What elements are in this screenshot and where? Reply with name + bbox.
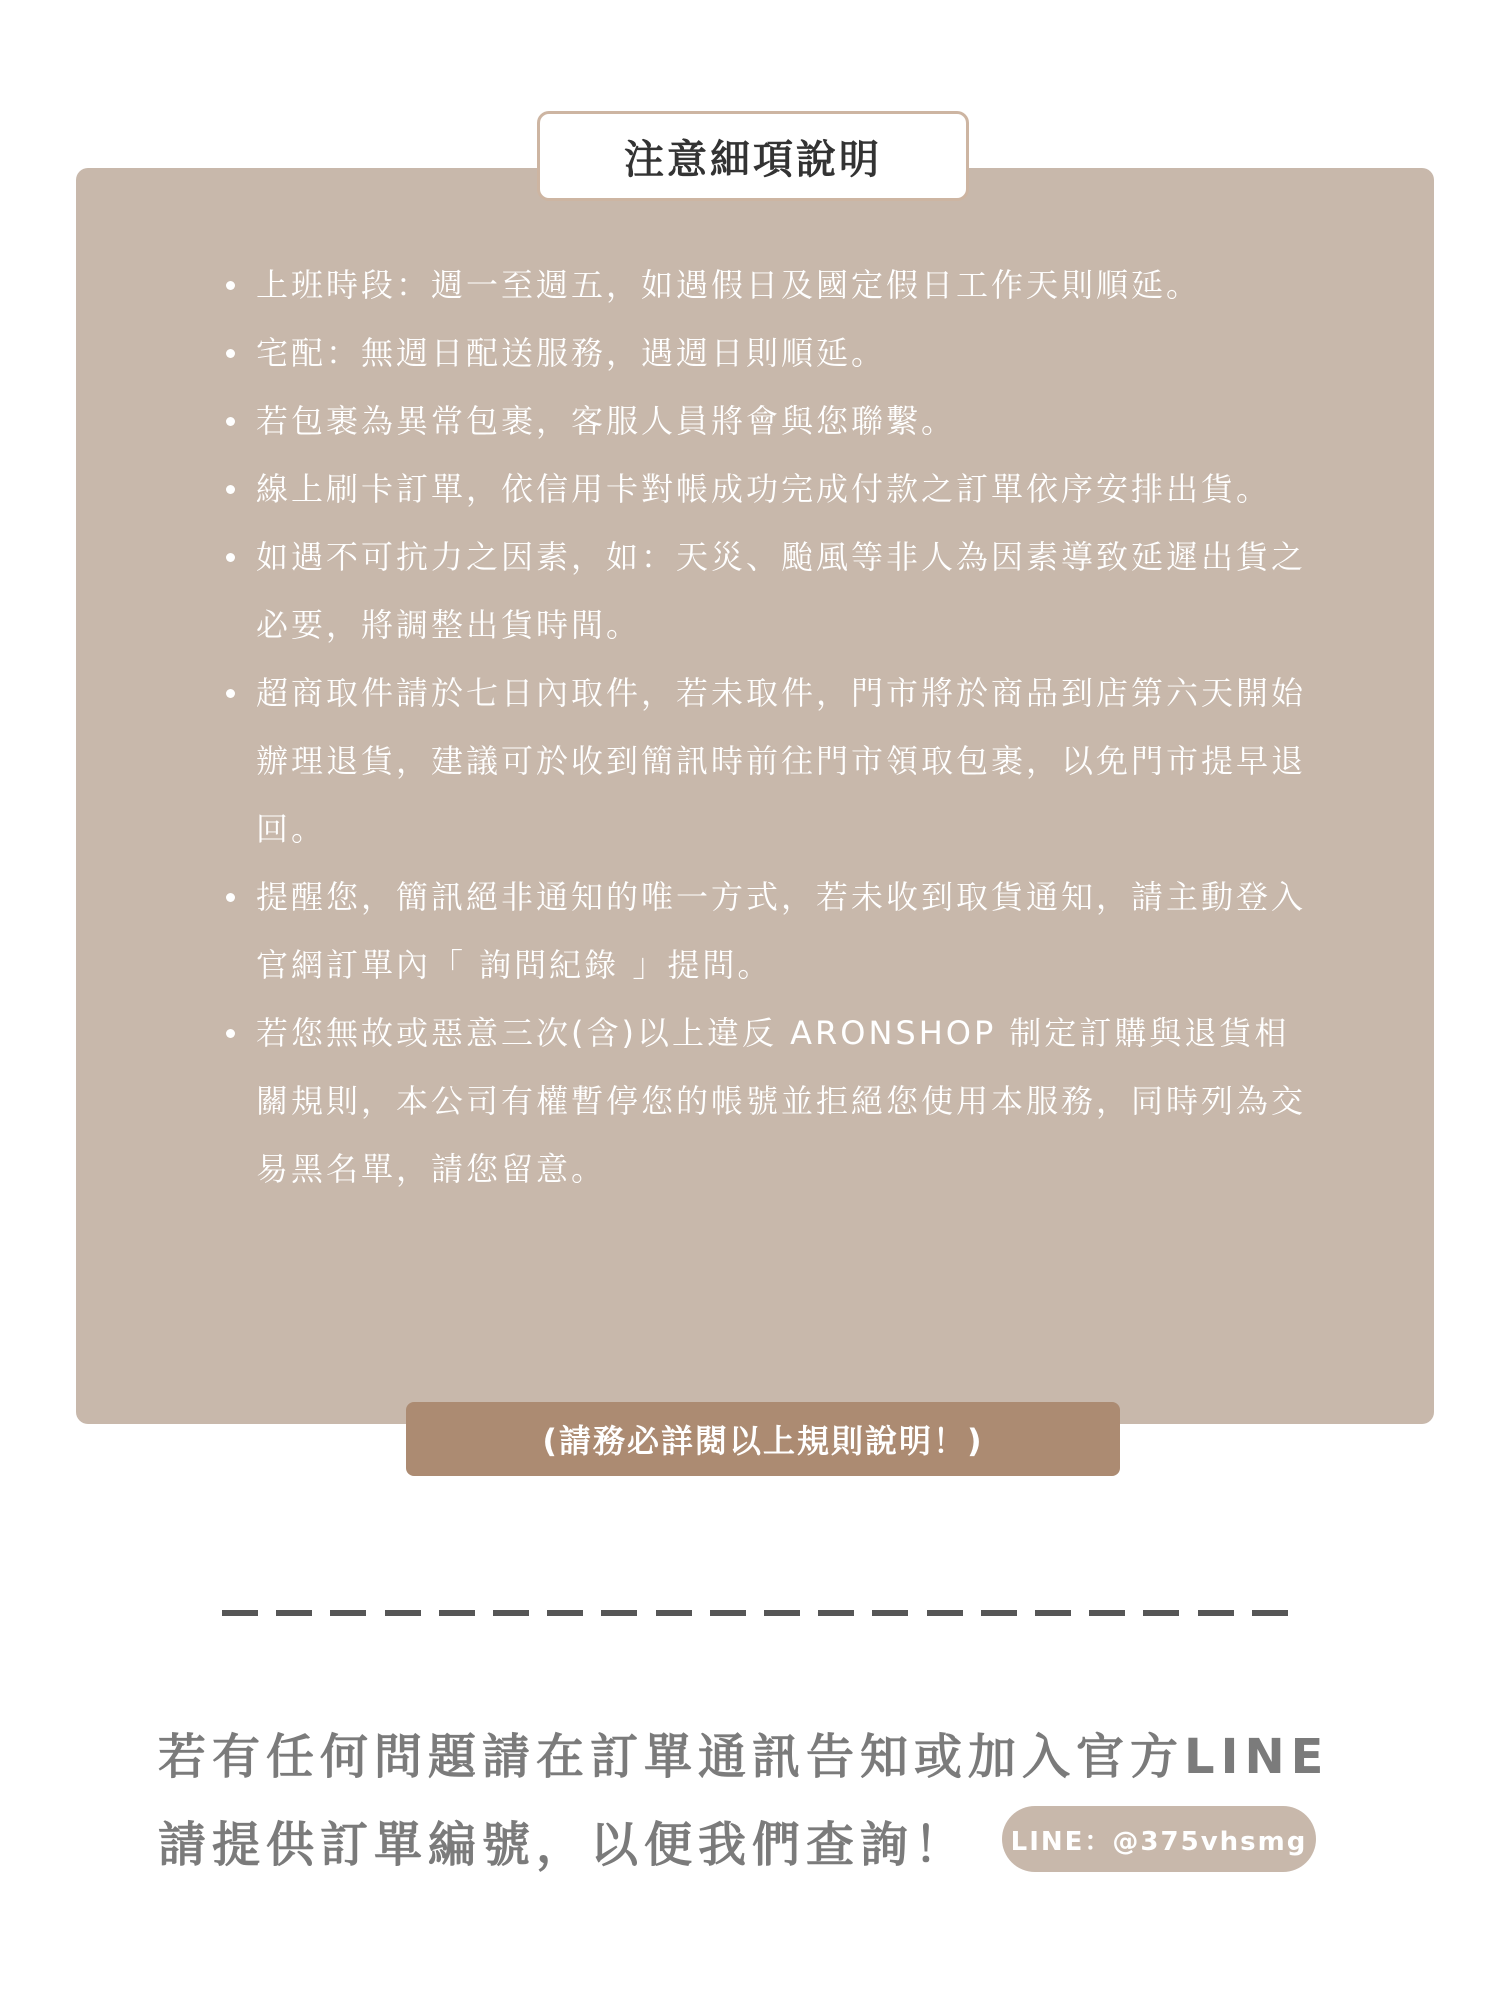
divider-dash <box>927 1610 963 1616</box>
rule-text: 提醒您，簡訊絕非通知的唯一方式，若未收到取貨通知，請主動登入官網訂單內「 詢問紀錄 」提問。 <box>256 878 1307 984</box>
bullet-icon <box>226 485 235 494</box>
rule-text: 如遇不可抗力之因素，如：天災、颱風等非人為因素導致延遲出貨之必要，將調整出貨時間。 <box>256 538 1307 644</box>
rule-text: 上班時段：週一至週五，如遇假日及國定假日工作天則順延。 <box>256 266 1202 304</box>
divider-dash <box>1143 1610 1179 1616</box>
bullet-icon <box>226 1029 235 1038</box>
rule-text: 若包裹為異常包裹，客服人員將會與您聯繫。 <box>256 402 957 440</box>
rule-item <box>222 251 1322 319</box>
divider-dash <box>981 1610 1017 1616</box>
bullet-icon <box>226 417 235 426</box>
divider-dash <box>872 1610 908 1616</box>
divider-dash <box>276 1610 312 1616</box>
contact-instruction: 若有任何問題請在訂單通訊告知或加入官方LINE <box>158 1729 1330 1785</box>
divider-dash <box>656 1610 692 1616</box>
rule-item <box>222 387 1322 455</box>
bullet-icon <box>226 281 235 290</box>
divider-dash <box>493 1610 529 1616</box>
rule-item <box>222 319 1322 387</box>
rule-text: 若您無故或惡意三次(含)以上違反 ARONSHOP 制定訂購與退貨相關規則，本公司有權暫停您的帳號並拒絕您使用本服務，同時列為交易黑名單，請您留意。 <box>256 1014 1307 1188</box>
contact-order-note: 請提供訂單編號，以便我們查詢！ <box>158 1817 969 1873</box>
divider-dash <box>818 1610 854 1616</box>
divider-dash <box>439 1610 475 1616</box>
line-id-badge[interactable]: LINE：@375vhsmg <box>1002 1806 1316 1872</box>
dashed-divider <box>222 1610 1288 1616</box>
rule-text: 線上刷卡訂單，依信用卡對帳成功完成付款之訂單依序安排出貨。 <box>256 470 1272 508</box>
rule-item <box>222 863 1322 999</box>
bullet-icon <box>226 689 235 698</box>
divider-dash <box>385 1610 421 1616</box>
rule-item <box>222 659 1322 863</box>
divider-dash <box>1089 1610 1125 1616</box>
divider-dash <box>330 1610 366 1616</box>
divider-dash <box>1252 1610 1288 1616</box>
divider-dash <box>710 1610 746 1616</box>
rule-text: 宅配：無週日配送服務，遇週日則順延。 <box>256 334 887 372</box>
bullet-icon <box>226 893 235 902</box>
divider-dash <box>547 1610 583 1616</box>
rule-item <box>222 455 1322 523</box>
rule-item <box>222 523 1322 659</box>
rule-item <box>222 999 1322 1203</box>
bullet-icon <box>226 553 235 562</box>
reminder-banner: (請務必詳閱以上規則說明！) <box>406 1402 1120 1476</box>
divider-dash <box>1035 1610 1071 1616</box>
section-title: 注意細項說明 <box>537 111 969 201</box>
bullet-icon <box>226 349 235 358</box>
divider-dash <box>764 1610 800 1616</box>
divider-dash <box>601 1610 637 1616</box>
divider-dash <box>222 1610 258 1616</box>
divider-dash <box>1198 1610 1234 1616</box>
rule-text: 超商取件請於七日內取件，若未取件，門市將於商品到店第六天開始辦理退貨，建議可於收到簡訊時前往門市領取包裹，以免門市提早退回。 <box>256 674 1307 848</box>
rules-list <box>222 251 1322 1203</box>
